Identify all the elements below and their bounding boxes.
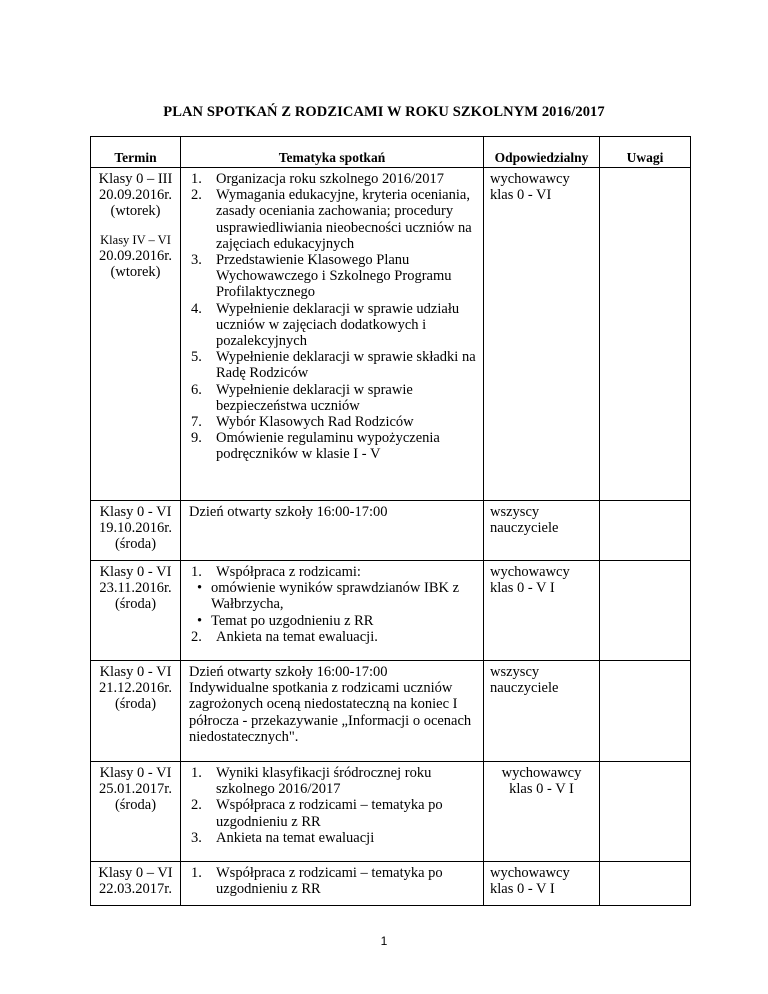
header-topic: Tematyka spotkań (181, 137, 484, 168)
list-item: 2. Ankieta na temat ewaluacji. (191, 628, 378, 645)
topic-list (189, 865, 477, 897)
list-item: • Temat po uzgodnieniu z RR (197, 612, 374, 629)
responsible-cell: wszyscy nauczyciele (484, 661, 600, 762)
term-cell (91, 168, 181, 501)
meeting-date: 20.09.2016r. (99, 247, 172, 264)
responsible-cell: wszyscy nauczyciele (484, 501, 600, 561)
meeting-day: (środa) (114, 536, 157, 553)
meeting-date: 20.09.2016r. (99, 187, 172, 204)
class-group: Klasy 0 - VI (99, 564, 172, 580)
class-group: Klasy 0 – VI (98, 865, 173, 881)
list-item: 5. Wypełnienie deklaracji w sprawie składki na Radę Rodziców (191, 349, 476, 382)
topic-cell (181, 168, 484, 501)
topic-list (189, 629, 477, 645)
list-item: 9. Omówienie regulaminu wypożyczenia podręczników w klasie I - V (191, 430, 440, 463)
list-item: 4. Wypełnienie deklaracji w sprawie udziału uczniów w zajęciach dodatkowych i pozalekcyjnych (191, 300, 460, 350)
list-item: 7. Wybór Klasowych Rad Rodziców (191, 414, 414, 431)
table-row (91, 862, 691, 906)
header-responsible: Odpowiedzialny (484, 137, 600, 168)
term-cell (91, 862, 181, 906)
topic-cell (181, 862, 484, 906)
meeting-date: 25.01.2017r. (99, 781, 172, 798)
term-cell (91, 661, 181, 762)
topic-cell: Dzień otwarty szkoły 16:00-17:00 (181, 501, 484, 561)
meeting-date: 21.12.2016r. (99, 680, 172, 697)
term-cell (91, 762, 181, 862)
term-cell (91, 561, 181, 661)
meeting-day: (wtorek) (110, 264, 161, 281)
page-number: 1 (380, 934, 388, 948)
list-item: 1. Współpraca z rodzicami: (191, 564, 361, 580)
responsible-cell: wychowawcy klas 0 - V I (484, 862, 600, 906)
list-item: 2. Wymagania edukacyjne, kryteria oceniania, zasady oceniania zachowania; procedury usprawiedliwiania nieobecności uczniów na zajęciach edukacyjnych (191, 187, 472, 252)
responsible-cell: wychowawcy klas 0 - V I (484, 561, 600, 661)
bullet-list (189, 580, 477, 629)
header-row (91, 137, 691, 168)
notes-cell (600, 168, 691, 501)
topic-cell (181, 661, 484, 762)
meeting-day: (wtorek) (110, 203, 161, 220)
class-group: Klasy 0 - VI (99, 504, 172, 520)
meeting-day: (środa) (114, 797, 157, 814)
table-row (91, 501, 691, 561)
topic-list (189, 765, 477, 846)
topic-line: Dzień otwarty szkoły 16:00-17:00 (189, 664, 388, 680)
list-item: 3. Ankieta na temat ewaluacji (191, 829, 375, 846)
responsible-cell: wychowawcy klas 0 - V I (484, 762, 600, 862)
list-item: 1. Wyniki klasyfikacji śródrocznej roku szkolnego 2016/2017 (191, 765, 432, 798)
topic-cell (181, 561, 484, 661)
notes-cell (600, 661, 691, 762)
topic-cell (181, 762, 484, 862)
notes-cell (600, 561, 691, 661)
class-group: Klasy 0 - VI (99, 765, 172, 781)
list-item: 3. Przedstawienie Klasowego Planu Wychowawczego i Szkolnego Programu Profilaktycznego (191, 252, 452, 301)
class-group: Klasy IV – VI (100, 232, 171, 247)
table-row (91, 661, 691, 762)
notes-cell (600, 762, 691, 862)
topic-list (189, 564, 477, 580)
class-group: Klasy 0 - VI (99, 664, 172, 680)
meeting-date: 19.10.2016r. (99, 520, 172, 537)
table-row (91, 168, 691, 501)
header-term: Termin (91, 137, 181, 168)
table-row (91, 762, 691, 862)
list-item: 1. Organizacja roku szkolnego 2016/2017 (191, 171, 445, 187)
list-item: 1. Współpraca z rodzicami – tematyka po uzgodnieniu z RR (191, 865, 443, 898)
meetings-table (90, 136, 691, 906)
table-row (91, 561, 691, 661)
list-item: 2. Współpraca z rodzicami – tematyka po uzgodnieniu z RR (191, 797, 443, 830)
meeting-date: 23.11.2016r. (99, 580, 172, 597)
list-item: 6. Wypełnienie deklaracji w sprawie bezpieczeństwa uczniów (191, 381, 413, 414)
notes-cell (600, 862, 691, 906)
meeting-day: (środa) (114, 696, 157, 713)
header-notes: Uwagi (600, 137, 691, 168)
notes-cell (600, 501, 691, 561)
list-item: • omówienie wyników sprawdzianów IBK z Wałbrzycha, (197, 580, 460, 613)
meeting-day: (środa) (114, 596, 157, 613)
topic-line: Indywidualne spotkania z rodzicami uczniów zagrożonych oceną niedostateczną na koniec I półrocza - przekazywanie „Informacji o ocenach niedostatecznych". (189, 680, 472, 745)
term-cell (91, 501, 181, 561)
meeting-date: 22.03.2017r. (99, 881, 172, 898)
topic-list (189, 171, 477, 463)
page-title: PLAN SPOTKAŃ Z RODZICAMI W ROKU SZKOLNYM 2016/2017 (163, 104, 605, 120)
class-group: Klasy 0 – III (98, 171, 173, 187)
responsible-cell: wychowawcy klas 0 - VI (484, 168, 600, 501)
